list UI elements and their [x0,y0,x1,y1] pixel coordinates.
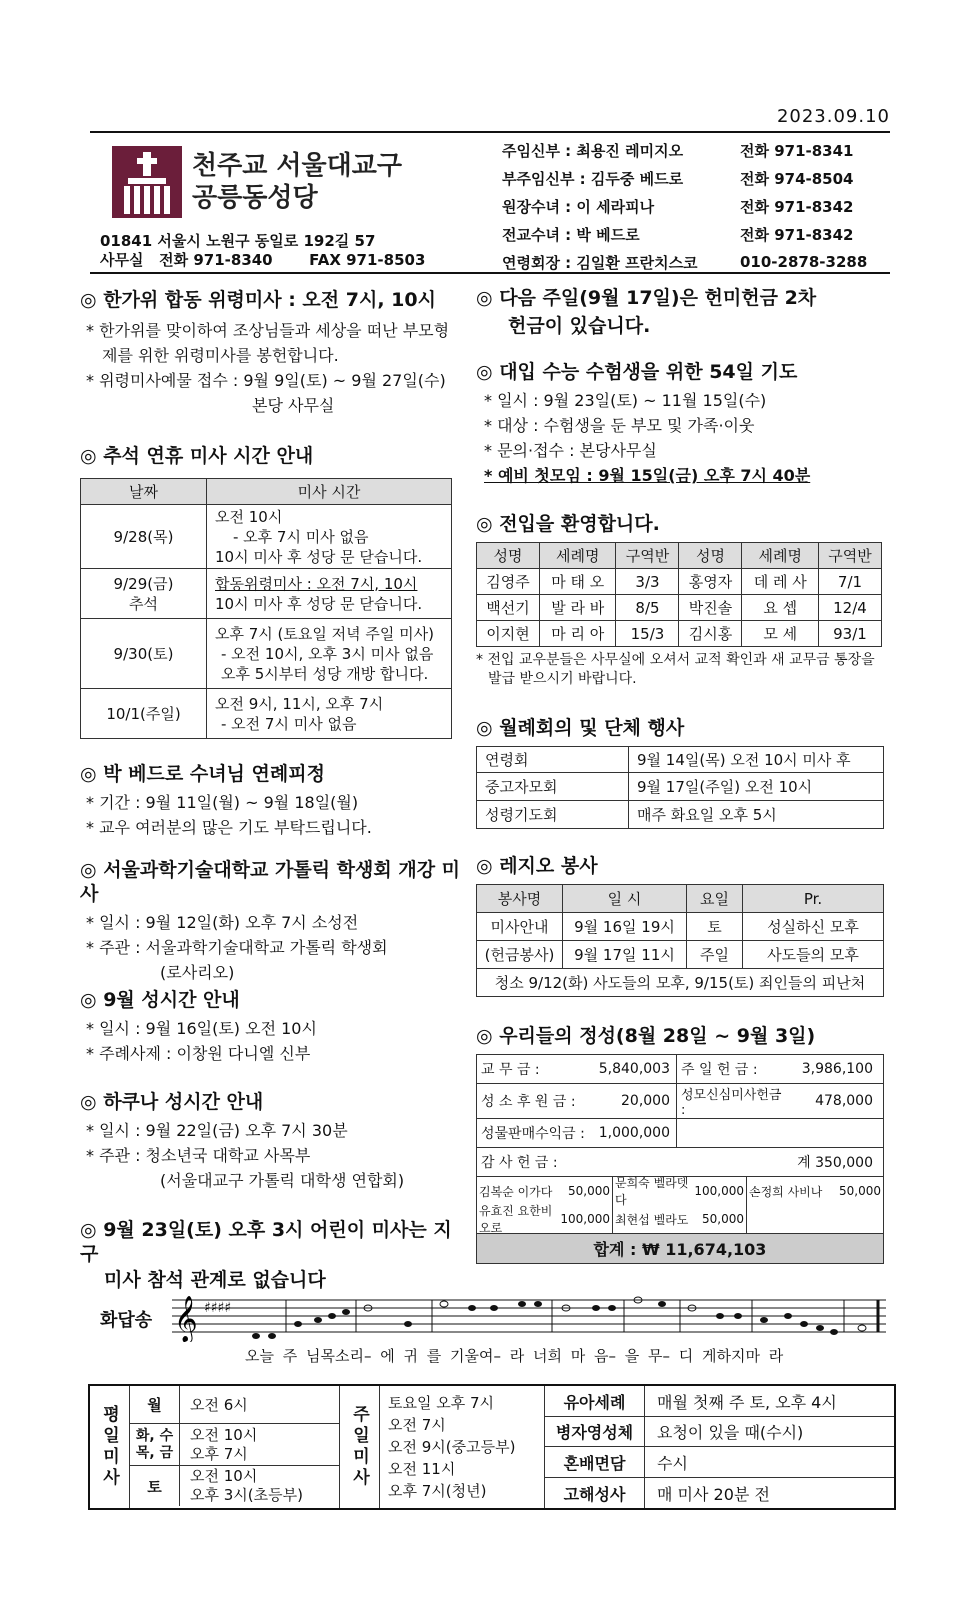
schedule-day: 토 [130,1466,180,1506]
sunday-mass-label: 주일미사 [340,1386,380,1508]
bullet-text: (서울대교구 가톨릭 대학생 연합회) [160,1171,405,1190]
donor-entry [613,1205,747,1233]
table-cell: 성 소 후 원 금 : [477,1084,587,1119]
table-cell: 마 태 오 [540,569,616,595]
table-cell: 김시홍 [679,621,742,647]
staff-list [502,136,882,276]
bullet-text: * 일시 : 9월 12일(화) 오후 7시 소성전 [86,913,359,932]
table-row [81,689,452,739]
section-title: ◎ 레지오 봉사 [476,855,598,877]
office-line: 사무실 전화 971-8340 FAX 971-8503 [100,251,426,269]
section-title: ◎ 월례회의 및 단체 행사 [476,717,685,739]
table-cell: 연령회 [477,747,629,773]
section-title: ◎ 대입 수능 수험생을 위한 54일 기도 [476,361,798,383]
bullet-text: * 예비 첫모임 : 9월 15일(금) 오후 7시 40분 [484,466,811,485]
bullet-text: * 주례사제 : 이창원 다니엘 신부 [86,1044,311,1063]
table-row [477,1084,884,1119]
staff-phone: 전화 974-8504 [740,169,854,188]
section-title: ◎ 9월 23일(토) 오후 3시 어린이 미사는 지구 [80,1219,452,1265]
table-cell-line: - 오후 7시 미사 없음 [233,527,369,546]
table-cell: 9월 14일(목) 오전 10시 미사 후 [629,747,884,773]
schedule-time: 오후 7시 [190,1445,248,1463]
schedule-row [130,1386,339,1424]
table-row [477,1177,884,1234]
section-hakuna [80,1090,460,1193]
table-cell: 주일 [687,941,743,969]
sacrament-name: 유아세례 [545,1386,645,1416]
table-cell: 교 무 금 : [477,1055,587,1084]
donor-amount: 50,000 [839,1184,881,1198]
donor-entry [477,1205,613,1233]
table-row [477,1119,884,1148]
staff-phone: 전화 971-8341 [740,141,854,160]
schedule-row [545,1417,894,1447]
bullet-text: * 일시 : 9월 22일(금) 오후 7시 30분 [86,1121,348,1140]
table-cell: (헌금봉사) [477,941,563,969]
table-cell: 9/28(목) [81,505,207,569]
section-title: ◎ 9월 성시간 안내 [80,989,240,1011]
sunday-times [388,1392,548,1502]
section-second-collection [476,286,886,338]
table-cell-line: - 오전 7시 미사 없음 [221,714,357,733]
table-header: 성명 [679,543,742,569]
offerings-table [476,1054,884,1264]
section-title: ◎ 전입을 환영합니다. [476,513,660,535]
bullet-text: * 한가위를 맞이하여 조상님들과 세상을 떠난 부모형제를 위한 위령미사를 봉헌합니다. [86,321,450,365]
parish-name [192,150,402,214]
parish-line1: 천주교 서울대교구 [192,151,402,181]
bullet-text: * 교우 여러분의 많은 기도 부탁드립니다. [86,818,372,837]
table-cell-line: 합동위령미사 : 오전 7시, 10시 [215,574,418,593]
section-title: 헌금이 있습니다. [508,315,651,337]
section-memorial-mass [80,288,460,418]
donor-name: 문희숙 벨라뎃다 [615,1176,689,1207]
table-cell: 홍영자 [679,569,742,595]
schedule-time: 오전 6시 [190,1396,248,1414]
parish-address [100,232,425,270]
song-lyrics: 오늘 주 님목소리– 에 귀 를 기울여– 라 너희 마 음– 을 무– 디 게하지마 라 [245,1347,784,1365]
table-cell-line: 추석 [129,594,158,613]
bullet-text: * 기간 : 9월 11일(월) ~ 9월 18일(월) [86,793,359,812]
bullet-text: * 위령미사예물 접수 : 9월 9일(토) ~ 9월 27일(수) [86,371,446,390]
section-title: ◎ 하쿠나 성시간 안내 [80,1091,264,1113]
music-staff [172,1292,888,1342]
table-header: 세례명 [540,543,616,569]
table-cell: 사도들의 모후 [743,941,884,969]
sacrament-time: 수시 [657,1453,688,1473]
table-row [81,619,452,689]
sacrament-name: 병자영성체 [545,1417,645,1446]
legio-table [476,884,884,997]
table-cell: 9월 16일 19시 [563,913,687,941]
sacrament-time: 매 미사 20분 전 [657,1484,770,1504]
table-cell: 478,000 [785,1084,884,1119]
schedule-row [545,1386,894,1417]
table-row [477,621,882,647]
bullet-text: 본당 사무실 [252,396,335,415]
schedule-day: 월 [130,1386,180,1423]
table-cell: 3/3 [616,569,679,595]
donor-entry [747,1177,883,1205]
meetings-table [476,746,884,829]
table-cell: 93/1 [818,621,881,647]
section-title: ◎ 추석 연휴 미사 시간 안내 [80,445,314,467]
table-cell: 마 리 아 [540,621,616,647]
table-cell: 백선기 [477,595,540,621]
donor-amount: 100,000 [560,1212,610,1226]
table-cell: 주 일 헌 금 : [677,1055,785,1084]
table-cell: 성실하신 모후 [743,913,884,941]
schedule-row [545,1447,894,1478]
bulletin-date: 2023.09.10 [776,106,890,127]
table-cell-line: 10시 미사 후 성당 문 닫습니다. [215,594,423,613]
mass-schedule [88,1384,896,1510]
table-row [81,505,452,569]
section-title: ◎ 우리들의 정성(8월 28일 ~ 9월 3일) [476,1025,816,1047]
table-cell: 9월 17일(주일) 오전 10시 [629,773,884,801]
table-cell: 12/4 [818,595,881,621]
table-row [81,569,452,619]
donor-amount: 50,000 [702,1212,744,1226]
schedule-day: 화, 수 목, 금 [130,1424,180,1465]
table-row [477,801,884,829]
bullet-text: * 주관 : 청소년국 대학교 사목부 [86,1146,311,1165]
table-row [477,1234,884,1264]
table-row [477,1055,884,1084]
staff-phone: 010-2878-3288 [740,253,868,271]
table-row [477,941,884,969]
staff-row [502,192,882,220]
staff-role: 주임신부 : 최용진 레미지오 [502,141,684,160]
schedule-time: 오전 7시 [388,1416,446,1434]
table-header: Pr. [743,885,884,913]
section-chuseok-mass [80,444,452,739]
table-cell: 9월 17일 11시 [563,941,687,969]
staff-role: 부주임신부 : 김두중 베드로 [502,169,684,188]
table-cell: 7/1 [818,569,881,595]
bullet-text: * 일시 : 9월 23일(토) ~ 11월 15일(수) [484,391,767,410]
table-cell: 모 세 [742,621,818,647]
section-retreat [80,762,460,840]
section-children-mass [80,1218,470,1292]
address-line: 01841 서울시 노원구 동일로 192길 57 [100,232,376,250]
table-row [477,595,882,621]
table-cell: 중고자모회 [477,773,629,801]
table-header: 세례명 [742,543,818,569]
table-cell: 15/3 [616,621,679,647]
table-header: 구역반 [616,543,679,569]
donor-name: 손정희 사비나 [749,1184,823,1199]
sacrament-time: 요청이 있을 때(수시) [657,1423,804,1442]
table-header: 구역반 [818,543,881,569]
table-cell: 요 셉 [742,595,818,621]
staff-row [502,164,882,192]
table-row [477,913,884,941]
bullet-text: * 대상 : 수험생을 둔 부모 및 가족·이웃 [484,416,755,435]
table-cell: 청소 9/12(화) 사도들의 모후, 9/15(토) 죄인들의 피난처 [477,969,884,997]
table-cell-line: - 오전 10시, 오후 3시 미사 없음 [221,644,434,663]
divider [90,131,890,133]
section-title: ◎ 서울과학기술대학교 가톨릭 학생회 개강 미사 [80,859,461,905]
table-cell: 1,000,000 [587,1119,677,1148]
svg-text:♯♯♯♯: ♯♯♯♯ [204,1300,232,1316]
bullet-text: * 일시 : 9월 16일(토) 오전 10시 [86,1019,317,1038]
schedule-row [545,1478,894,1508]
bullet-text: * 주관 : 서울과학기술대학교 가톨릭 학생회 [86,938,388,957]
table-header: 미사 시간 [207,479,452,505]
schedule-time: 오전 11시 [388,1460,456,1478]
table-row [477,773,884,801]
table-cell: 이지현 [477,621,540,647]
weekday-mass-label: 평일미사 [90,1386,130,1508]
table-cell-line: 오전 10시 [215,507,283,526]
table-cell: 매주 화요일 오후 5시 [629,801,884,829]
table-row [477,569,882,595]
table-cell: 성모신심미사헌금 : [677,1084,785,1119]
table-header: 일 시 [563,885,687,913]
section-meetings [476,716,886,829]
section-title: ◎ 박 베드로 수녀님 연례피정 [80,763,325,785]
table-cell: 미사안내 [477,913,563,941]
staff-phone: 전화 971-8342 [740,225,854,244]
table-cell-line: 오후 5시부터 성당 개방 합니다. [221,664,429,683]
table-cell: 김영주 [477,569,540,595]
section-legio [476,854,886,997]
schedule-time: 토요일 오후 7시 [388,1394,495,1412]
schedule-time: 오전 10시 [190,1426,258,1444]
music-notation-icon [172,1292,888,1342]
divider [90,272,890,274]
table-cell: 9/30(토) [81,619,207,689]
table-header: 성명 [477,543,540,569]
table-cell-line: 10시 미사 후 성당 문 닫습니다. [215,547,423,566]
bullet-text: * 문의·접수 : 본당사무실 [484,441,657,460]
staff-row [502,220,882,248]
section-new-parishioners [476,512,884,689]
staff-role: 원장수녀 : 이 세라피나 [502,197,655,216]
section-holy-hour [80,988,460,1066]
sacrament-time: 매월 첫째 주 토, 오후 4시 [657,1392,837,1412]
donor-entry [477,1177,613,1205]
table-header: 요일 [687,885,743,913]
section-title: ◎ 한가위 합동 위령미사 : 오전 7시, 10시 [80,289,436,311]
table-cell: 성물판매수익금 : [477,1119,587,1148]
donor-amount: 100,000 [694,1184,744,1198]
schedule-time: 오전 10시 [190,1467,258,1485]
song-label: 화답송 [100,1310,153,1331]
table-cell-line: 9/29(금) [113,574,174,593]
total-amount: 합계 : ₩ 11,674,103 [477,1234,884,1264]
table-cell: 8/5 [616,595,679,621]
staff-row [502,136,882,164]
table-row [477,969,884,997]
note-text: * 전입 교우분들은 사무실에 오셔서 교적 확인과 새 교무금 통장을 발급 받으시기 바랍니다. [476,652,875,687]
table-cell: 10/1(주일) [81,689,207,739]
new-parishioners-table [476,542,882,647]
schedule-time: 오전 9시(중고등부) [388,1438,516,1456]
staff-role: 연령회장 : 김일환 프란치스코 [502,253,698,272]
table-cell: 발 라 바 [540,595,616,621]
donor-entry [613,1177,747,1205]
schedule-row [130,1466,339,1506]
table-row [477,1148,884,1177]
section-title: 미사 참석 관계로 없습니다 [104,1269,326,1291]
section-student-mass [80,858,470,985]
staff-role: 전교수녀 : 박 베드로 [502,225,640,244]
church-icon [112,146,182,218]
table-cell: 성령기도회 [477,801,629,829]
table-cell: 계 350,000 [677,1148,884,1177]
table-header: 봉사명 [477,885,563,913]
schedule-time: 오후 3시(초등부) [190,1486,303,1504]
staff-phone: 전화 971-8342 [740,197,854,216]
table-cell: 데 레 사 [742,569,818,595]
donor-name: 최현섭 벨라도 [615,1212,689,1227]
table-cell: 토 [687,913,743,941]
chuseok-table [80,478,452,739]
table-cell-line: 오전 9시, 11시, 오후 7시 [215,694,384,713]
bullet-text: (로사리오) [160,963,235,982]
table-cell: 20,000 [587,1084,677,1119]
table-cell: 3,986,100 [785,1055,884,1084]
donor-name: 김복순 이가다 [479,1184,553,1199]
donor-name: 유효진 요한비오로 [479,1204,553,1235]
svg-text:𝄞: 𝄞 [174,1296,198,1342]
sacrament-name: 고해성사 [545,1478,645,1508]
church-logo [112,146,182,218]
schedule-time: 오후 7시(청년) [388,1482,487,1500]
schedule-row [130,1424,339,1466]
section-exam-prayer [476,360,886,488]
section-offerings [476,1024,886,1264]
section-title: ◎ 다음 주일(9월 17일)은 헌미헌금 2차 [476,287,817,309]
parish-line2: 공릉동성당 [192,183,318,213]
table-row [477,747,884,773]
donor-amount: 50,000 [568,1184,610,1198]
table-cell: 5,840,003 [587,1055,677,1084]
table-cell: 감 사 헌 금 : [477,1148,677,1177]
table-cell: 박진솔 [679,595,742,621]
table-header: 날짜 [81,479,207,505]
table-cell-line: 오후 7시 (토요일 저녁 주일 미사) [215,624,434,643]
sacrament-name: 혼배면담 [545,1447,645,1477]
